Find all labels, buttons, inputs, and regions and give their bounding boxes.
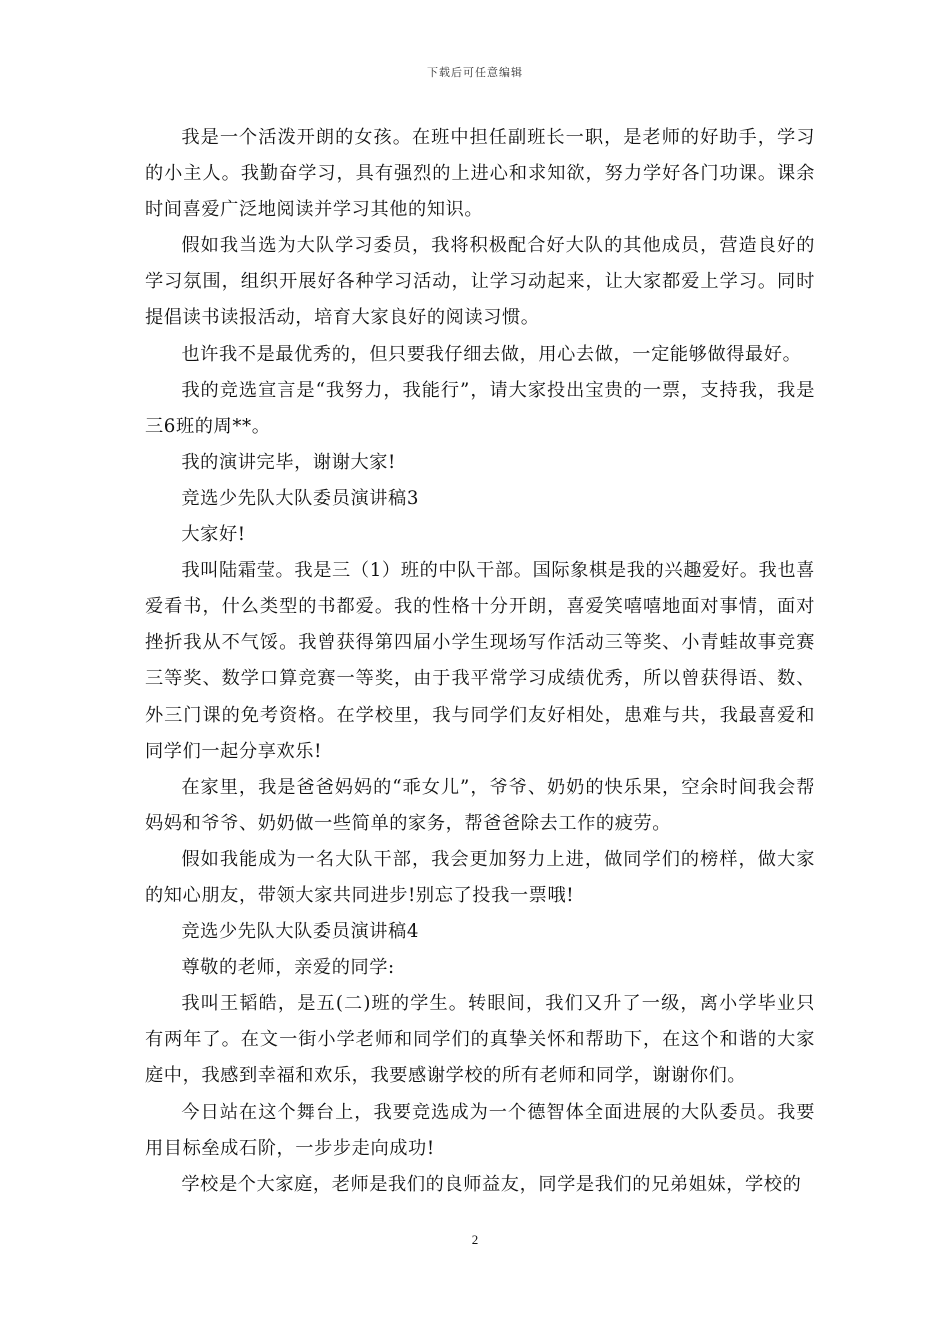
paragraph: 假如我当选为大队学习委员，我将积极配合好大队的其他成员，营造良好的学习氛围，组织开展好各种学习活动，让学习动起来，让大家都爱上学习。同时提倡读书读报活动，培育大家良好的阅读习惯。: [145, 235, 815, 329]
paragraph: 我叫王韬皓，是五(二)班的学生。转眼间，我们又升了一级，离小学毕业只有两年了。在文一街小学老师和同学们的真挚关怀和帮助下，在这个和谐的大家庭中，我感到幸福和欢乐，我要感谢学校的所有老师和同学，谢谢你们。: [145, 993, 815, 1087]
section-heading: 竞选少先队大队委员演讲稿4: [181, 921, 420, 943]
page-header: 下载后可任意编辑: [427, 66, 523, 79]
greeting: 大家好!: [181, 524, 246, 546]
paragraph: 我的演讲完毕，谢谢大家!: [181, 451, 396, 473]
paragraph: 也许我不是最优秀的，但只要我仔细去做，用心去做，一定能够做得最好。: [181, 343, 802, 365]
page-number: 2: [471, 1232, 479, 1247]
body-text: [145, 120, 815, 1203]
paragraph: 今日站在这个舞台上，我要竞选成为一个德智体全面进展的大队委员。我要用目标垒成石阶，一步步走向成功!: [145, 1101, 815, 1159]
paragraph: 我叫陆霜莹。我是三（1）班的中队干部。国际象棋是我的兴趣爱好。我也喜爱看书，什么类型的书都爱。我的性格十分开朗，喜爱笑嘻嘻地面对事情，面对挫折我从不气馁。我曾获得第四届小学生现场写作活动三等奖、小青蛙故事竞赛三等奖、数学口算竞赛一等奖，由于我平常学习成绩优秀，所以曾获得语、数、外三门课的免考资格。在学校里，我与同学们友好相处，患难与共，我最喜爱和同学们一起分享欢乐!: [145, 560, 815, 762]
paragraph: 我的竞选宣言是“我努力，我能行”，请大家投出宝贵的一票，支持我，我是三6班的周**。: [145, 379, 815, 437]
paragraph: 学校是个大家庭，老师是我们的良师益友，同学是我们的兄弟姐妹，学校的: [181, 1173, 802, 1195]
greeting: 尊敬的老师，亲爱的同学:: [181, 957, 395, 979]
paragraph: 假如我能成为一名大队干部，我会更加努力上进，做同学们的榜样，做大家的知心朋友，带领大家共同进步!别忘了投我一票哦!: [145, 848, 815, 906]
paragraph: 在家里，我是爸爸妈妈的“乖女儿”，爷爷、奶奶的快乐果，空余时间我会帮妈妈和爷爷、奶奶做一些简单的家务，帮爸爸除去工作的疲劳。: [145, 776, 815, 834]
paragraph: 我是一个活泼开朗的女孩。在班中担任副班长一职，是老师的好助手，学习的小主人。我勤奋学习，具有强烈的上进心和求知欲，努力学好各门功课。课余时间喜爱广泛地阅读并学习其他的知识。: [145, 127, 815, 221]
section-heading: 竞选少先队大队委员演讲稿3: [181, 487, 420, 509]
